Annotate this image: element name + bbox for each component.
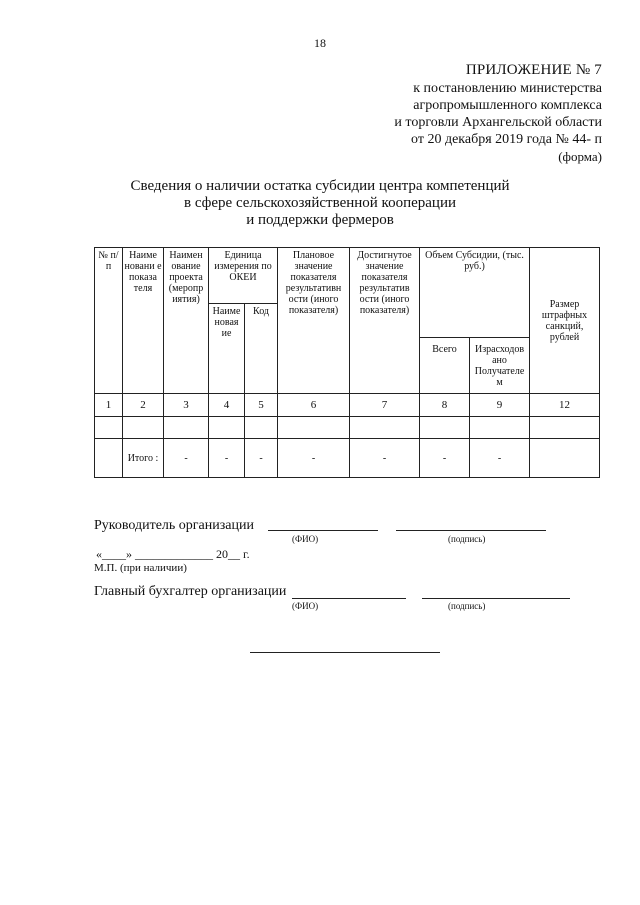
subsidy-table <box>94 247 600 478</box>
accountant-label: Главный бухгалтер организации <box>94 584 287 599</box>
header-unit-name: Наиме новая ие <box>209 304 245 394</box>
column-number: 8 <box>420 394 470 417</box>
document-title-line: и поддержки фермеров <box>246 212 394 228</box>
column-number: 9 <box>470 394 530 417</box>
header-project-name: Наимен ование проекта (меропр иятия) <box>164 248 209 394</box>
table-cell[interactable] <box>278 417 350 439</box>
table-cell[interactable] <box>420 417 470 439</box>
document-title <box>0 178 640 229</box>
header-achieved: Достигнутое значение показателя результатив ости (иного показателя) <box>350 248 420 394</box>
header-planned: Плановое значение показателя результативн ости (иного показателя) <box>278 248 350 394</box>
form-label: (форма) <box>558 149 602 164</box>
header-subsidy-volume: Объем Субсидии, (тыс. руб.) <box>420 248 530 338</box>
appendix-line: к постановлению министерства <box>413 81 602 96</box>
appendix-header <box>302 62 602 165</box>
total-value: - <box>164 439 209 478</box>
table-cell[interactable] <box>123 417 164 439</box>
table-cell <box>530 439 600 478</box>
head-label: Руководитель организации <box>94 518 254 533</box>
table-cell <box>95 439 123 478</box>
column-number: 4 <box>209 394 245 417</box>
header-unit: Единица измерения по ОКЕИ <box>209 248 278 304</box>
total-value: - <box>245 439 278 478</box>
stamp-note: М.П. (при наличии) <box>94 562 187 574</box>
total-value: - <box>278 439 350 478</box>
total-value: - <box>470 439 530 478</box>
accountant-signature-line[interactable] <box>422 584 570 599</box>
total-value: - <box>209 439 245 478</box>
fio-caption: (ФИО) <box>292 601 319 611</box>
closing-divider <box>250 650 440 653</box>
fio-caption: (ФИО) <box>292 534 319 544</box>
table-cell[interactable] <box>350 417 420 439</box>
appendix-line: и торговли Архангельской области <box>394 115 602 130</box>
head-signature-line[interactable] <box>396 516 546 531</box>
column-numbers-row <box>95 394 600 417</box>
header-total: Всего <box>420 338 470 394</box>
total-value: - <box>420 439 470 478</box>
appendix-line: агропромышленного комплекса <box>413 98 602 113</box>
column-number: 5 <box>245 394 278 417</box>
table-cell[interactable] <box>95 417 123 439</box>
signature-caption: (подпись) <box>448 601 486 611</box>
accountant-fio-line[interactable] <box>292 584 406 599</box>
document-title-line: Сведения о наличии остатка субсидии центра компетенций <box>130 178 510 194</box>
table-row <box>95 417 600 439</box>
table-cell[interactable] <box>530 417 600 439</box>
total-value: - <box>350 439 420 478</box>
column-number: 6 <box>278 394 350 417</box>
table-cell[interactable] <box>209 417 245 439</box>
header-penalty: Размер штрафных санкций, рублей <box>530 248 600 394</box>
appendix-title: ПРИЛОЖЕНИЕ № 7 <box>465 62 602 78</box>
column-number: 7 <box>350 394 420 417</box>
signature-caption: (подпись) <box>448 534 486 544</box>
column-number: 2 <box>123 394 164 417</box>
table-cell[interactable] <box>164 417 209 439</box>
head-fio-line[interactable] <box>268 516 378 531</box>
header-unit-code: Код <box>245 304 278 394</box>
header-indicator-name: Наиме новани е показа теля <box>123 248 164 394</box>
document-title-line: в сфере сельскохозяйственной кооперации <box>183 195 457 211</box>
page-number: 18 <box>314 36 326 50</box>
appendix-line: от 20 декабря 2019 года № 44- п <box>411 132 602 147</box>
table-cell[interactable] <box>470 417 530 439</box>
column-number: 1 <box>95 394 123 417</box>
header-spent: Израсходов ано Получателе м <box>470 338 530 394</box>
column-number: 3 <box>164 394 209 417</box>
table-cell[interactable] <box>245 417 278 439</box>
column-number: 12 <box>530 394 600 417</box>
header-num: № п/п <box>95 248 123 394</box>
total-row <box>95 439 600 478</box>
date-line[interactable]: «____» _____________ 20__ г. <box>96 547 250 561</box>
total-label: Итого : <box>123 439 164 478</box>
